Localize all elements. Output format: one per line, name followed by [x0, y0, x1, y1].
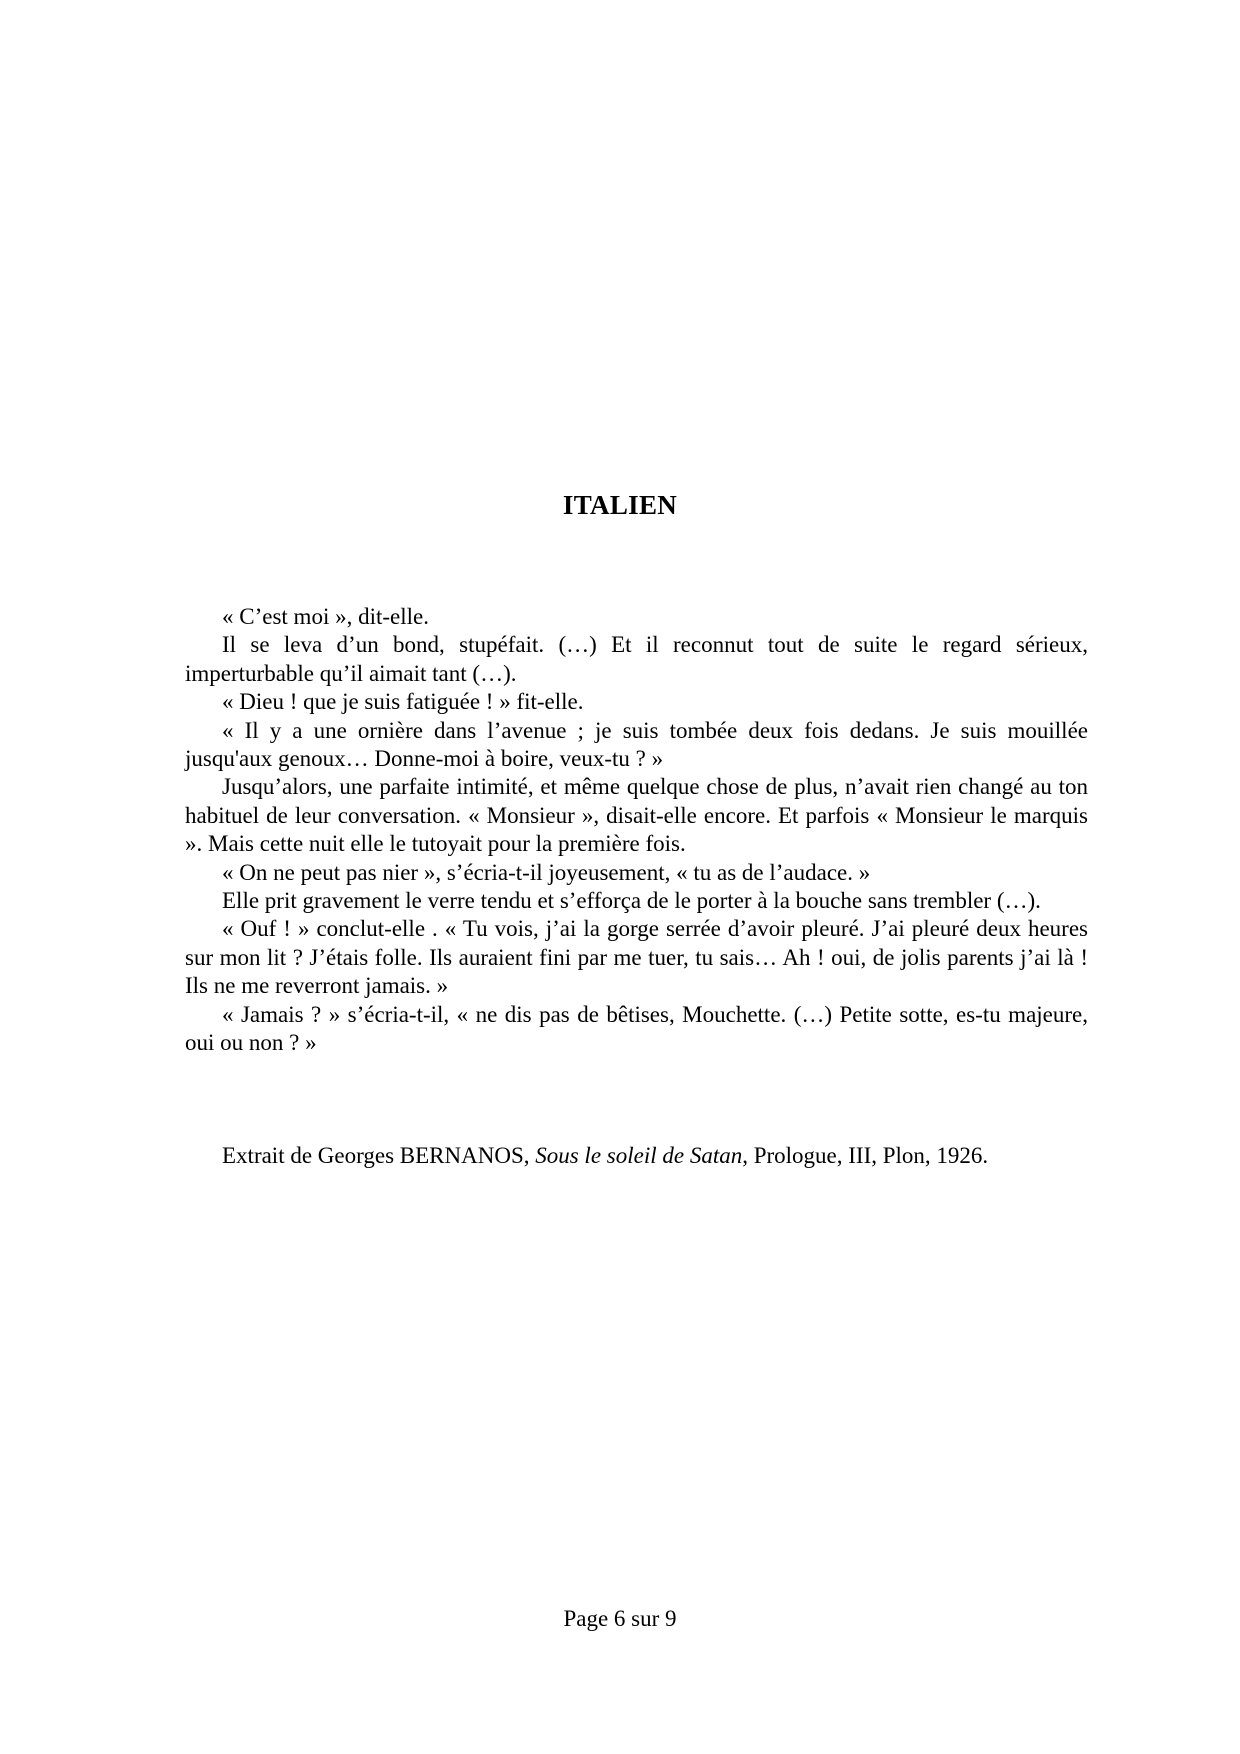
excerpt-body	[185, 603, 1088, 1058]
paragraph: « C’est moi », dit-elle.	[222, 604, 429, 629]
page-title: ITALIEN	[562, 490, 678, 520]
paragraph: « Ouf ! » conclut-elle . « Tu vois, j’ai la gorge serrée d’avoir pleuré. J’ai pleuré deux heures sur mon lit ? J’étais folle. Ils auraient fini par me tuer, tu sais… Ah ! oui, de jolis parents j’ai là ! Ils ne me reverront jamais. »	[185, 916, 1088, 999]
paragraph: « Il y a une ornière dans l’avenue ; je suis tombée deux fois dedans. Je suis mouillée jusqu'aux genoux… Donne-moi à boire, veux-tu ? »	[185, 717, 1088, 772]
source-suffix: , Prologue, III, Plon, 1926.	[742, 1143, 989, 1168]
paragraph: Elle prit gravement le verre tendu et s’efforça de le porter à la bouche sans trembler (…).	[222, 888, 1041, 914]
paragraph: « On ne peut pas nier », s’écria-t-il joyeusement, « tu as de l’audace. »	[222, 859, 871, 885]
paragraph: Il se leva d’un bond, stupéfait. (…) Et il reconnut tout de suite le regard sérieux, imperturbable qu’il aimait tant (…).	[185, 632, 1088, 686]
source-citation	[222, 1142, 1122, 1170]
source-prefix: Extrait de Georges BERNANOS,	[222, 1143, 536, 1168]
source-work-title: Sous le soleil de Satan	[535, 1143, 743, 1168]
paragraph: « Jamais ? » s’écria-t-il, « ne dis pas de bêtises, Mouchette. (…) Petite sotte, es-tu majeure, oui ou non ? »	[185, 1001, 1088, 1056]
page-number: Page 6 sur 9	[563, 1606, 677, 1631]
paragraph: Jusqu’alors, une parfaite intimité, et même quelque chose de plus, n’avait rien changé au ton habituel de leur conversation. « Monsieur », disait-elle encore. Et parfois « Monsieur le marquis ». Mais cette nuit elle le tutoyait pour la première fois.	[185, 774, 1088, 857]
paragraph: « Dieu ! que je suis fatiguée ! » fit-elle.	[222, 689, 584, 715]
